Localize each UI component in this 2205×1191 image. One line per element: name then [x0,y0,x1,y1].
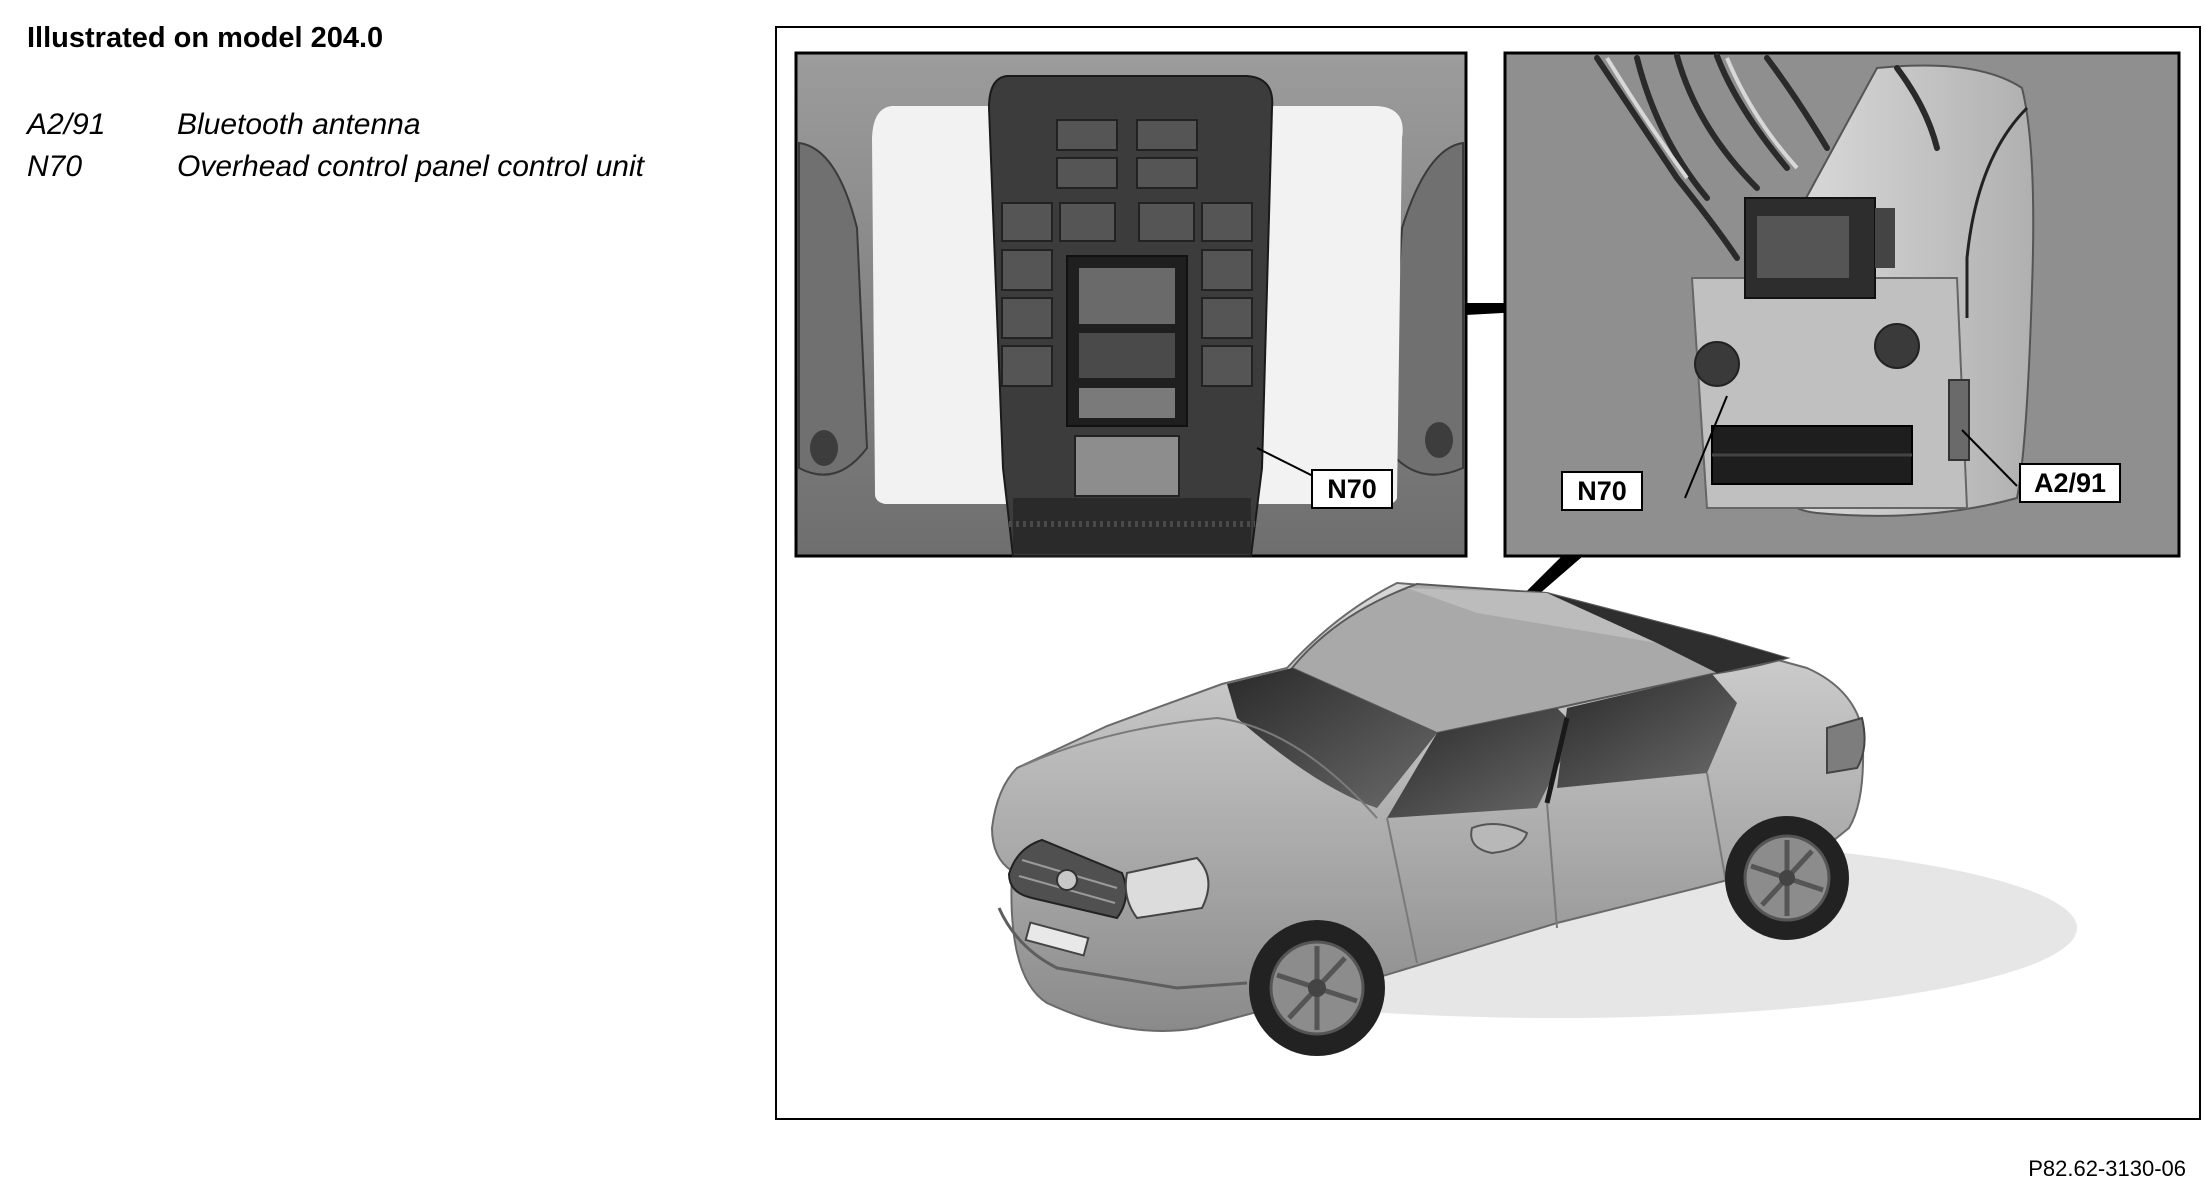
callout-a291: A2/91 [2033,468,2107,498]
legend-code: N70 [27,150,83,183]
callout-n70-right: N70 [1577,476,1627,506]
figure-id: P82.62-3130-06 [2028,1156,2186,1181]
callout-n70-left: N70 [1327,474,1377,504]
legend-description: Bluetooth antenna [177,108,421,141]
figure-illustration [777,28,2199,1118]
right-inset [1505,53,2179,556]
car-illustration [992,583,2077,1056]
legend-code: A2/91 [27,108,106,141]
legend [27,104,657,188]
left-inset [796,53,1466,556]
figure-frame [775,26,2201,1120]
legend-item [27,104,657,146]
legend-description: Overhead control panel control unit [177,150,644,183]
legend-item [27,146,657,188]
page-title: Illustrated on model 204.0 [27,22,384,54]
